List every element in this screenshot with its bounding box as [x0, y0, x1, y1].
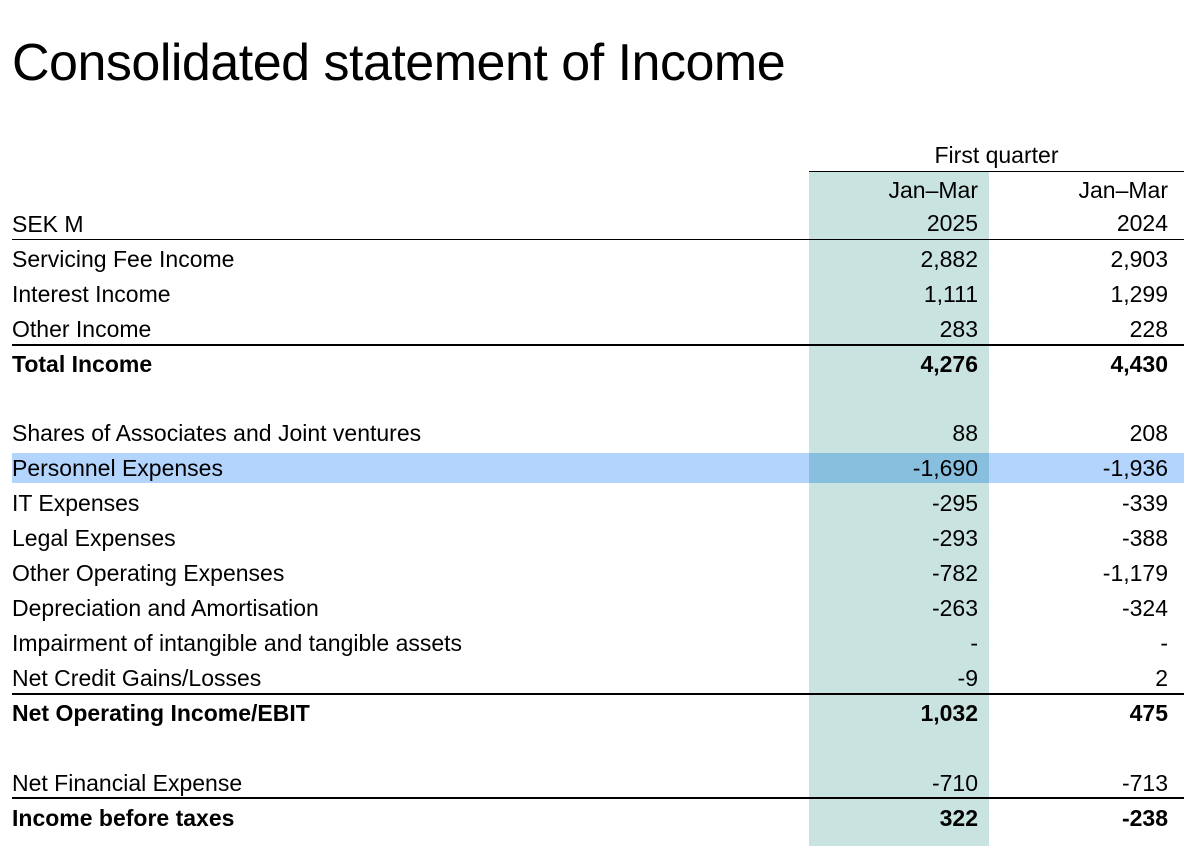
- subtotal-rule: [12, 797, 1184, 799]
- table-row: [0, 523, 1184, 553]
- value-2025: 4,276: [920, 351, 978, 377]
- row-label: Net Financial Expense: [12, 770, 243, 796]
- row-label: Interest Income: [12, 281, 171, 307]
- table-row: [0, 768, 1184, 798]
- value-2024: -713: [1121, 770, 1168, 796]
- row-label: Servicing Fee Income: [12, 246, 235, 272]
- column-group-label: First quarter: [934, 142, 1059, 168]
- unit-label: SEK M: [12, 211, 84, 237]
- row-label: Legal Expenses: [12, 525, 176, 551]
- row-label: Other Income: [12, 316, 152, 342]
- value-2024: -388: [1121, 525, 1168, 551]
- total-row: [0, 803, 1184, 833]
- table-row: [0, 314, 1184, 344]
- row-label: Personnel Expenses: [12, 455, 223, 481]
- total-row: [0, 698, 1184, 728]
- row-label: Other Operating Expenses: [12, 560, 285, 586]
- column-2024-period: Jan–Mar: [1078, 177, 1168, 203]
- value-2025: -710: [931, 770, 978, 796]
- value-2024: 1,299: [1110, 281, 1168, 307]
- value-2025: 2,882: [920, 246, 978, 272]
- value-2024: 2,903: [1110, 246, 1168, 272]
- value-2025: -1,690: [912, 455, 978, 481]
- table-row: [0, 663, 1184, 693]
- row-label: Net Credit Gains/Losses: [12, 665, 262, 691]
- value-2025: -: [970, 630, 978, 656]
- row-label: Net Operating Income/EBIT: [12, 700, 310, 726]
- column-group-rule: [809, 171, 1184, 172]
- total-row: [0, 349, 1184, 379]
- value-2025: 1,032: [920, 700, 978, 726]
- value-2024: 2: [1155, 665, 1168, 691]
- value-2024: 208: [1129, 420, 1168, 446]
- table-row: [0, 418, 1184, 448]
- value-2024: -: [1160, 630, 1168, 656]
- value-2024: -1,936: [1102, 455, 1168, 481]
- column-2024-year: 2024: [1116, 210, 1168, 236]
- value-2025: -263: [931, 595, 978, 621]
- table-row: [0, 244, 1184, 274]
- row-label: Shares of Associates and Joint ventures: [12, 420, 422, 446]
- value-2024: -1,179: [1102, 560, 1168, 586]
- value-2024: 475: [1129, 700, 1168, 726]
- value-2025: -9: [957, 665, 978, 691]
- value-2025: -782: [931, 560, 978, 586]
- column-2025-year: 2025: [926, 210, 978, 236]
- row-label: Income before taxes: [12, 805, 235, 831]
- subtotal-rule: [12, 693, 1184, 695]
- column-2025-period: Jan–Mar: [888, 177, 978, 203]
- value-2025: 283: [939, 316, 978, 342]
- table-row: [0, 593, 1184, 623]
- value-2025: -293: [931, 525, 978, 551]
- table-row: [0, 558, 1184, 588]
- value-2025: 322: [939, 805, 978, 831]
- subtotal-rule: [12, 344, 1184, 346]
- value-2025: 88: [952, 420, 978, 446]
- value-2024: 228: [1129, 316, 1168, 342]
- table-row: [0, 628, 1184, 658]
- value-2024: -238: [1121, 805, 1168, 831]
- table-row: [0, 279, 1184, 309]
- value-2024: -324: [1121, 595, 1168, 621]
- value-2025: -295: [931, 490, 978, 516]
- row-label: Depreciation and Amortisation: [12, 595, 319, 621]
- value-2024: 4,430: [1110, 351, 1168, 377]
- row-label: Impairment of intangible and tangible assets: [12, 630, 463, 656]
- header-rule: [12, 239, 1184, 240]
- row-label: IT Expenses: [12, 490, 140, 516]
- row-label: Total Income: [12, 351, 153, 377]
- value-2024: -339: [1121, 490, 1168, 516]
- page-title: Consolidated statement of Income: [12, 34, 786, 92]
- table-row: [0, 488, 1184, 518]
- value-2025: 1,111: [923, 281, 978, 307]
- table-row-selected: [0, 453, 1184, 483]
